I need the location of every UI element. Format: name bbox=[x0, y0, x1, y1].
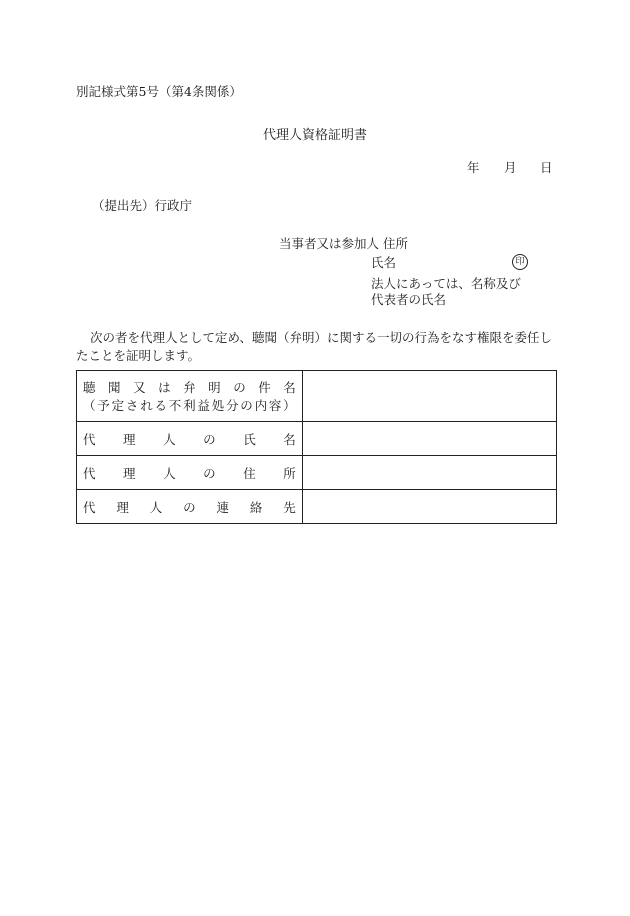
addressee: （提出先）行政庁 bbox=[92, 198, 193, 213]
corporate-note-line-2: 代表者の氏名 bbox=[371, 292, 447, 307]
proxy-table bbox=[76, 370, 557, 524]
table-row bbox=[77, 490, 557, 524]
table-label-cell bbox=[77, 456, 303, 490]
address-label: 住所 bbox=[383, 236, 409, 251]
table-label-cell bbox=[77, 371, 303, 422]
proxy-contact-label: 代 理 人 の 連 絡 先 bbox=[83, 499, 296, 515]
certification-statement bbox=[76, 329, 560, 365]
proxy-name-field[interactable] bbox=[302, 422, 556, 456]
disposition-content-label: （ 予 定 さ れ る 不 利 益 処 分 の 内 容 ） bbox=[83, 398, 296, 413]
table-row bbox=[77, 422, 557, 456]
hearing-subject-label: 聴 聞 又 は 弁 明 の 件 名 bbox=[83, 380, 296, 395]
seal-mark: 印 bbox=[512, 254, 528, 270]
proxy-address-field[interactable] bbox=[302, 456, 556, 490]
date-month-label: 月 bbox=[504, 160, 517, 175]
table-label-cell bbox=[77, 422, 303, 456]
table-label-cell bbox=[77, 490, 303, 524]
certification-statement-text: 次の者を代理人として定め、聴聞（弁明）に関する一切の行為をなす権限を委任したことを証明します。 bbox=[76, 330, 553, 363]
proxy-contact-field[interactable] bbox=[302, 490, 556, 524]
hearing-subject-field[interactable] bbox=[302, 371, 556, 422]
form-number: 別記様式第5号（第4条関係） bbox=[76, 84, 242, 99]
corporate-note-line-1: 法人にあっては、名称及び bbox=[371, 276, 521, 291]
applicant-label: 当事者又は参加人 bbox=[279, 236, 380, 251]
table-row bbox=[77, 456, 557, 490]
name-label: 氏名 bbox=[371, 255, 397, 270]
date-day-label: 日 bbox=[540, 160, 553, 175]
proxy-name-label: 代 理 人 の 氏 名 bbox=[83, 431, 296, 447]
table-row bbox=[77, 371, 557, 422]
proxy-address-label: 代 理 人 の 住 所 bbox=[83, 465, 296, 481]
date-year-label: 年 bbox=[467, 160, 480, 175]
document-title: 代理人資格証明書 bbox=[262, 128, 367, 143]
